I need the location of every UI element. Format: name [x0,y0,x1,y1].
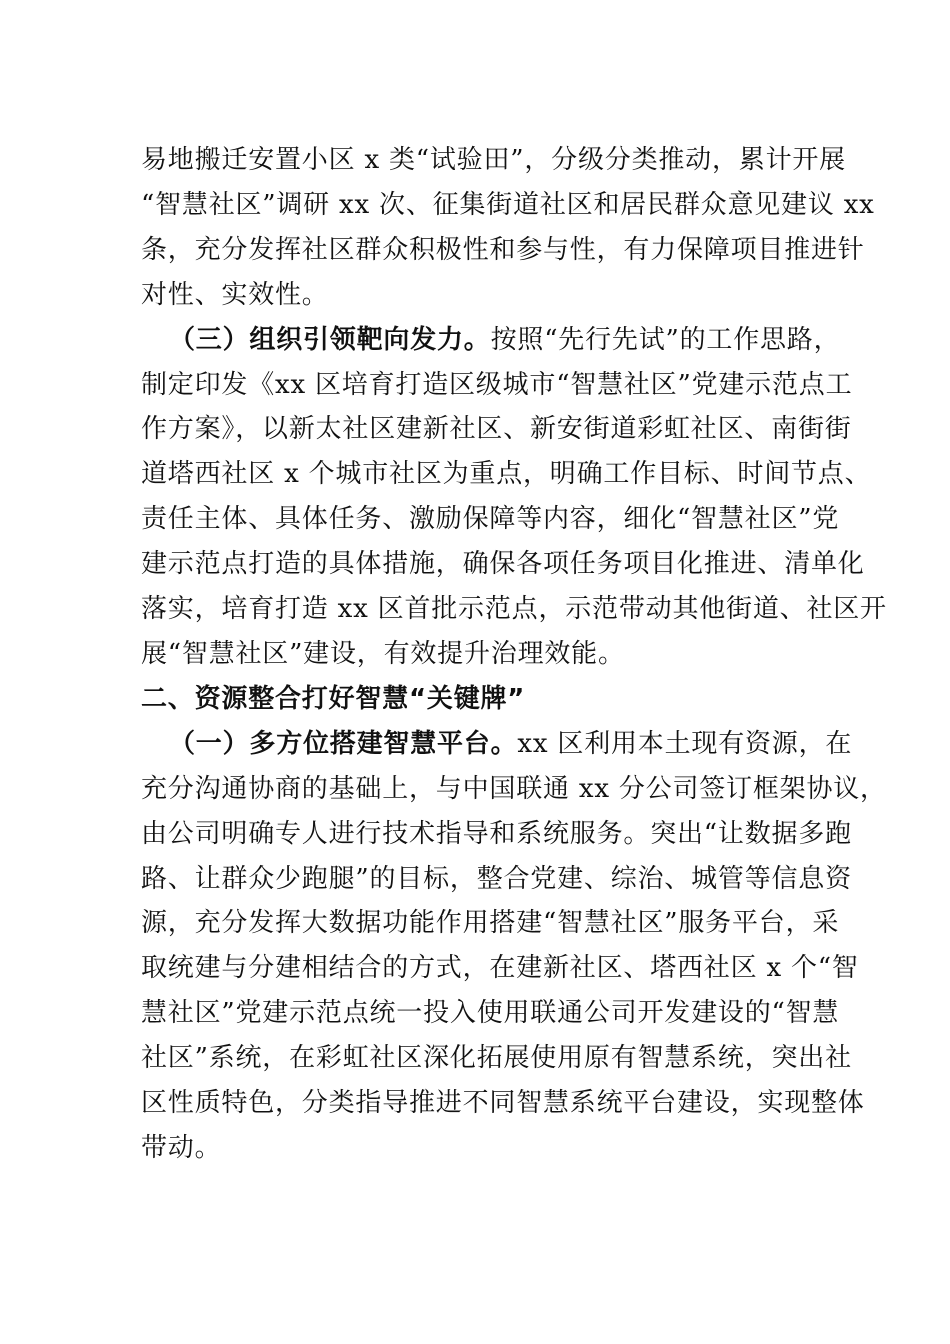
paragraph-2 [141,318,887,677]
paragraph-1-line-3: 条，充分发挥社区群众积极性和参与性，有力保障项目推进针 [141,234,865,265]
paragraph-3-line-1 [141,722,853,767]
paragraph-2-line-1 [141,318,841,363]
paragraph-3-line-6: 取统建与分建相结合的方式，在建新社区、塔西社区 x 个“智 [141,953,859,984]
paragraph-2-heading: （三）组织引领靶向发力。 [169,324,491,355]
paragraph-1-line-4: 对性、实效性。 [141,279,329,310]
paragraph-3-line-9: 区性质特色，分类指导推进不同智慧系统平台建设，实现整体 [141,1088,865,1119]
paragraph-1 [141,138,875,318]
paragraph-3-first-rest: xx 区利用本土现有资源，在 [517,728,853,759]
paragraph-3-line-7: 慧社区”党建示范点统一投入使用联通公司开发建设的“智慧 [141,998,840,1029]
section-heading: 二、资源整合打好智慧“关键牌” [141,683,526,714]
paragraph-3-line-4: 路、让群众少跑腿”的目标，整合党建、综治、城管等信息资 [141,863,852,894]
paragraph-3-line-10: 带动。 [141,1132,222,1163]
paragraph-3-heading: （一）多方位搭建智慧平台。 [169,728,518,759]
document-body [141,138,887,1171]
paragraph-2-line-8: 展“智慧社区”建设，有效提升治理效能。 [141,638,625,669]
paragraph-3 [141,722,887,1171]
paragraph-2-line-7: 落实，培育打造 xx 区首批示范点，示范带动其他街道、社区开 [141,594,887,625]
paragraph-2-line-2: 制定印发《xx 区培育打造区级城市“智慧社区”党建示范点工 [141,369,853,400]
paragraph-1-line-2: “智慧社区”调研 xx 次、征集街道社区和居民群众意见建议 xx [141,189,875,220]
paragraph-2-first-rest: 按照“先行先试”的工作思路， [490,324,841,355]
paragraph-2-line-6: 建示范点打造的具体措施，确保各项任务项目化推进、清单化 [141,549,865,580]
paragraph-1-line-1: 易地搬迁安置小区 x 类“试验田”，分级分类推动，累计开展 [141,145,846,175]
paragraph-3-line-5: 源，充分发挥大数据功能作用搭建“智慧社区”服务平台，采 [141,908,840,939]
paragraph-3-line-8: 社区”系统，在彩虹社区深化拓展使用原有智慧系统，突出社 [141,1043,852,1074]
paragraph-2-line-5: 责任主体、具体任务、激励保障等内容，细化“智慧社区”党 [141,504,840,535]
paragraph-2-line-4: 道塔西社区 x 个城市社区为重点，明确工作目标、时间节点、 [141,459,872,490]
paragraph-3-line-2: 充分沟通协商的基础上，与中国联通 xx 分公司签订框架协议， [141,773,887,804]
paragraph-3-line-3: 由公司明确专人进行技术指导和系统服务。突出“让数据多跑 [141,818,852,849]
paragraph-2-line-3: 作方案》，以新太社区建新社区、新安街道彩虹社区、南街街 [141,414,852,445]
